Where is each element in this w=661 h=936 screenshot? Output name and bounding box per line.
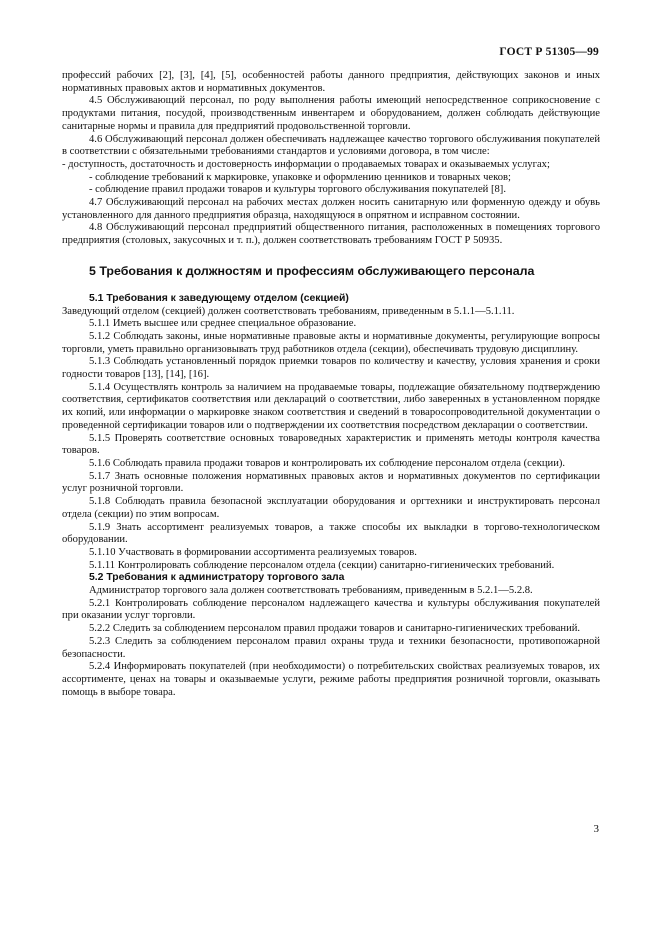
paragraph-continuation: профессий рабочих [2], [3], [4], [5], особенностей работы данного предприятия, действующих законов и иных нормативных правовых актов и нормативных документов. [62, 70, 600, 94]
subsection-5-2-intro: Администратор торгового зала должен соответствовать требованиям, приведенным в 5.2.1—5.2.8. [89, 585, 533, 597]
bullet-information: - доступность, достаточность и достоверность информации о продаваемых товарах и оказываемых услугах; [62, 158, 550, 170]
item-5-1-11: 5.1.11 Контролировать соблюдение персоналом отдела (секции) санитарно-гигиенических требований. [89, 559, 555, 571]
item-5-1-5: 5.1.5 Проверять соответствие основных товароведных характеристик и применять методы контроля качества товаров. [62, 432, 600, 457]
item-5-1-2: 5.1.2 Соблюдать законы, иные нормативные правовые акты и нормативные документы, регулирующие вопросы торговли, уметь правильно организовывать труд работников отдела (секции), обеспечивать трудовую дисциплину. [62, 330, 600, 355]
item-5-1-9: 5.1.9 Знать ассортимент реализуемых товаров, а также способы их выкладки в торгово-технологическом оборудовании. [62, 521, 600, 546]
page-number: 3 [593, 823, 599, 835]
paragraph-4-5: 4.5 Обслуживающий персонал, по роду выполнения работы имеющий непосредственное соприкосновение с продуктами питания, посудой, производственным инвентарем и оборудованием, должен соблюдать действующие санитарные нормы и правила для предприятий продовольственной торговли. [62, 95, 600, 132]
bullet-labeling: - соблюдение требований к маркировке, упаковке и оформлению ценников и товарных чеков; [89, 171, 511, 183]
item-5-2-2: 5.2.2 Следить за соблюдением персоналом правил продажи товаров и санитарно-гигиенических требований. [89, 623, 581, 635]
item-5-1-1: 5.1.1 Иметь высшее или среднее специальное образование. [89, 318, 357, 330]
subsection-5-1-intro: Заведующий отделом (секцией) должен соответствовать требованиям, приведенным в 5.1.1—5.1.11. [62, 305, 515, 317]
item-5-1-4: 5.1.4 Осуществлять контроль за наличием на продаваемые товары, подлежащие обязательному подтверждению соответствия, сертификатов соответствия или деклараций о соответствии, либо заверенных в установленном порядке их копий, или информации о маркировке знаком соответствия и сведений в товаросопроводительной документации о проведенной сертификации товаров или о подтверждении их соответствия посредством декларации о соответствии. [62, 381, 600, 431]
item-5-2-1: 5.2.1 Контролировать соблюдение персоналом надлежащего качества и культуры обслуживания покупателей при оказании услуг торговли. [62, 597, 600, 622]
subsection-5-1-heading: 5.1 Требования к заведующему отделом (секцией) [89, 292, 349, 304]
item-5-1-8: 5.1.8 Соблюдать правила безопасной эксплуатации оборудования и оргтехники и инструктировать персонал отдела (секции) по этим вопросам. [62, 496, 600, 520]
item-5-1-6: 5.1.6 Соблюдать правила продажи товаров и контролировать их соблюдение персоналом отдела (секции). [89, 457, 566, 469]
paragraph-4-6: 4.6 Обслуживающий персонал должен обеспечивать надлежащее качество торгового обслуживания покупателей в соответствии с обязательными требованиями стандартов и условиями договора, в том числе: [62, 133, 600, 158]
section-5-heading: 5 Требования к должностям и профессиям обслуживающего персонала [89, 263, 535, 278]
page-body [62, 70, 600, 699]
item-5-2-4: 5.2.4 Информировать покупателей (при необходимости) о потребительских свойствах реализуемых товаров, их ассортименте, ценах на товары и оказываемые услуги, режиме работы предприятия розничной торговли, оказывать помощь в выборе товара. [62, 661, 600, 698]
item-5-2-3: 5.2.3 Следить за соблюдением персоналом правил охраны труда и техники безопасности, противопожарной безопасности. [62, 635, 600, 660]
document-code-header: ГОСТ Р 51305—99 [499, 46, 599, 58]
item-5-1-10: 5.1.10 Участвовать в формировании ассортимента реализуемых товаров. [89, 546, 417, 558]
bullet-sales-rules: - соблюдение правил продажи товаров и культуры торгового обслуживания покупателей [8]. [89, 184, 506, 196]
paragraph-4-7: 4.7 Обслуживающий персонал на рабочих местах должен носить санитарную или форменную одежду и обувь установленного для данного предприятия образца, находящуюся в опрятном и исправном состоянии. [62, 197, 600, 221]
subsection-5-2-heading: 5.2 Требования к администратору торгового зала [89, 572, 345, 584]
item-5-1-7: 5.1.7 Знать основные положения нормативных правовых актов и нормативных документов по сертификации услуг розничной торговли. [62, 470, 600, 495]
item-5-1-3: 5.1.3 Соблюдать установленный порядок приемки товаров по количеству и качеству, условия хранения и сроки годности товаров [13], [14], [16]. [62, 356, 600, 381]
paragraph-4-8: 4.8 Обслуживающий персонал предприятий общественного питания, расположенных в помещениях торгового предприятия (столовых, закусочных и т. п.), должен соответствовать требованиям ГОСТ Р 50935. [62, 222, 600, 247]
